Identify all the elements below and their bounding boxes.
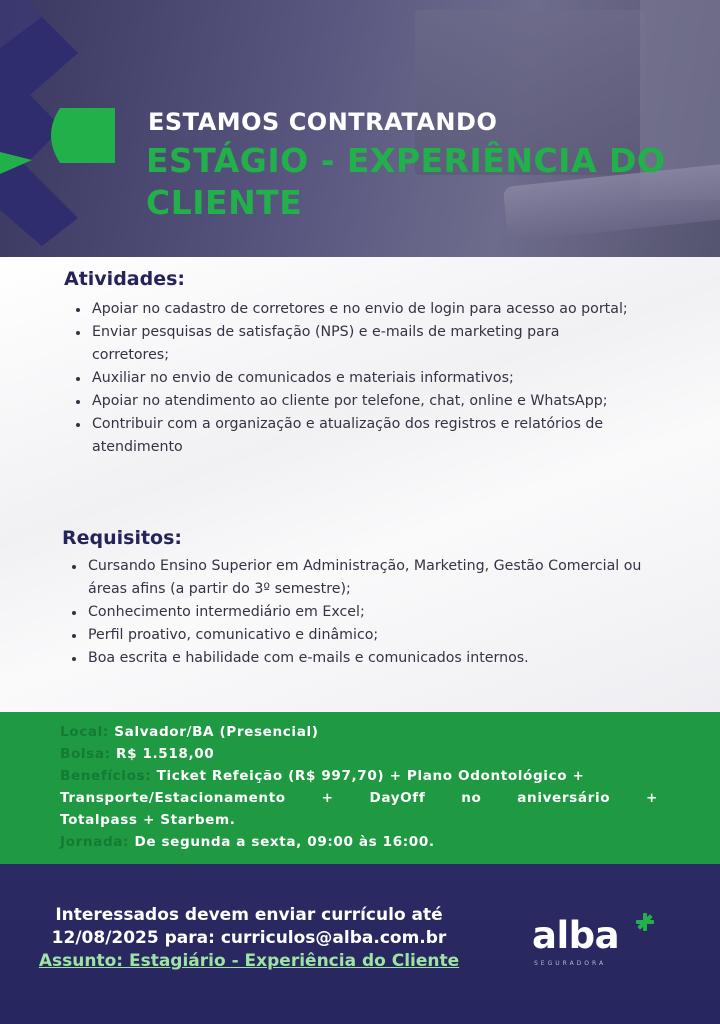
logo-tagline: SEGURADORA — [534, 960, 607, 967]
list-item: Auxiliar no envio de comunicados e materiais informativos; — [76, 367, 636, 390]
logo-wordmark: alba — [532, 914, 620, 957]
location-value: Salvador/BA (Presencial) — [114, 724, 319, 740]
benefits-value-line3: Totalpass + Starbem. — [60, 812, 236, 828]
list-item: Boa escrita e habilidade com e-mails e comunicados internos. — [72, 647, 652, 670]
schedule-row — [60, 831, 658, 853]
benefits-value-line1: Ticket Refeição (R$ 997,70) + Plano Odontológico + — [156, 768, 585, 784]
instructions-line1: Interessados devem enviar currículo até — [55, 905, 443, 925]
brand-cross-decoration — [0, 0, 130, 257]
alba-logo — [532, 912, 662, 972]
list-item: Perfil proativo, comunicativo e dinâmico; — [72, 624, 652, 647]
requirements-list — [72, 555, 652, 670]
location-label: Local: — [60, 724, 109, 740]
activities-heading: Atividades: — [64, 268, 186, 290]
schedule-label: Jornada: — [60, 834, 130, 850]
position-title: ESTÁGIO - EXPERIÊNCIA DO CLIENTE — [146, 141, 666, 222]
job-info — [60, 721, 658, 853]
email-subject-link[interactable]: Assunto: Estagiário - Experiência do Cliente — [38, 951, 460, 971]
location-row — [60, 721, 658, 743]
header-banner — [0, 0, 720, 257]
list-item: Conhecimento intermediário em Excel; — [72, 601, 652, 624]
list-item: Apoiar no atendimento ao cliente por telefone, chat, online e WhatsApp; — [76, 390, 636, 413]
list-item: Cursando Ensino Superior em Administração, Marketing, Gestão Comercial ou áreas afins (a partir do 3º semestre); — [72, 555, 652, 601]
logo-star-icon — [635, 912, 655, 932]
stipend-label: Bolsa: — [60, 746, 111, 762]
hiring-title: ESTAMOS CONTRATANDO — [148, 108, 498, 136]
benefits-value-line2: Transporte/Estacionamento + DayOff no aniversário + — [60, 790, 658, 806]
benefits-row — [60, 765, 658, 787]
activities-list — [76, 298, 636, 459]
stipend-row — [60, 743, 658, 765]
list-item: Contribuir com a organização e atualização dos registros e relatórios de atendimento — [76, 413, 636, 459]
instructions-line2: 12/08/2025 para: curriculos@alba.com.br — [51, 928, 447, 948]
benefits-label: Benefícios: — [60, 768, 152, 784]
list-item: Enviar pesquisas de satisfação (NPS) e e-mails de marketing para corretores; — [76, 321, 636, 367]
stipend-value: R$ 1.518,00 — [116, 746, 215, 762]
schedule-value: De segunda a sexta, 09:00 às 16:00. — [134, 834, 435, 850]
application-instructions — [14, 904, 484, 973]
requirements-heading: Requisitos: — [62, 527, 183, 549]
list-item: Apoiar no cadastro de corretores e no envio de login para acesso ao portal; — [76, 298, 636, 321]
